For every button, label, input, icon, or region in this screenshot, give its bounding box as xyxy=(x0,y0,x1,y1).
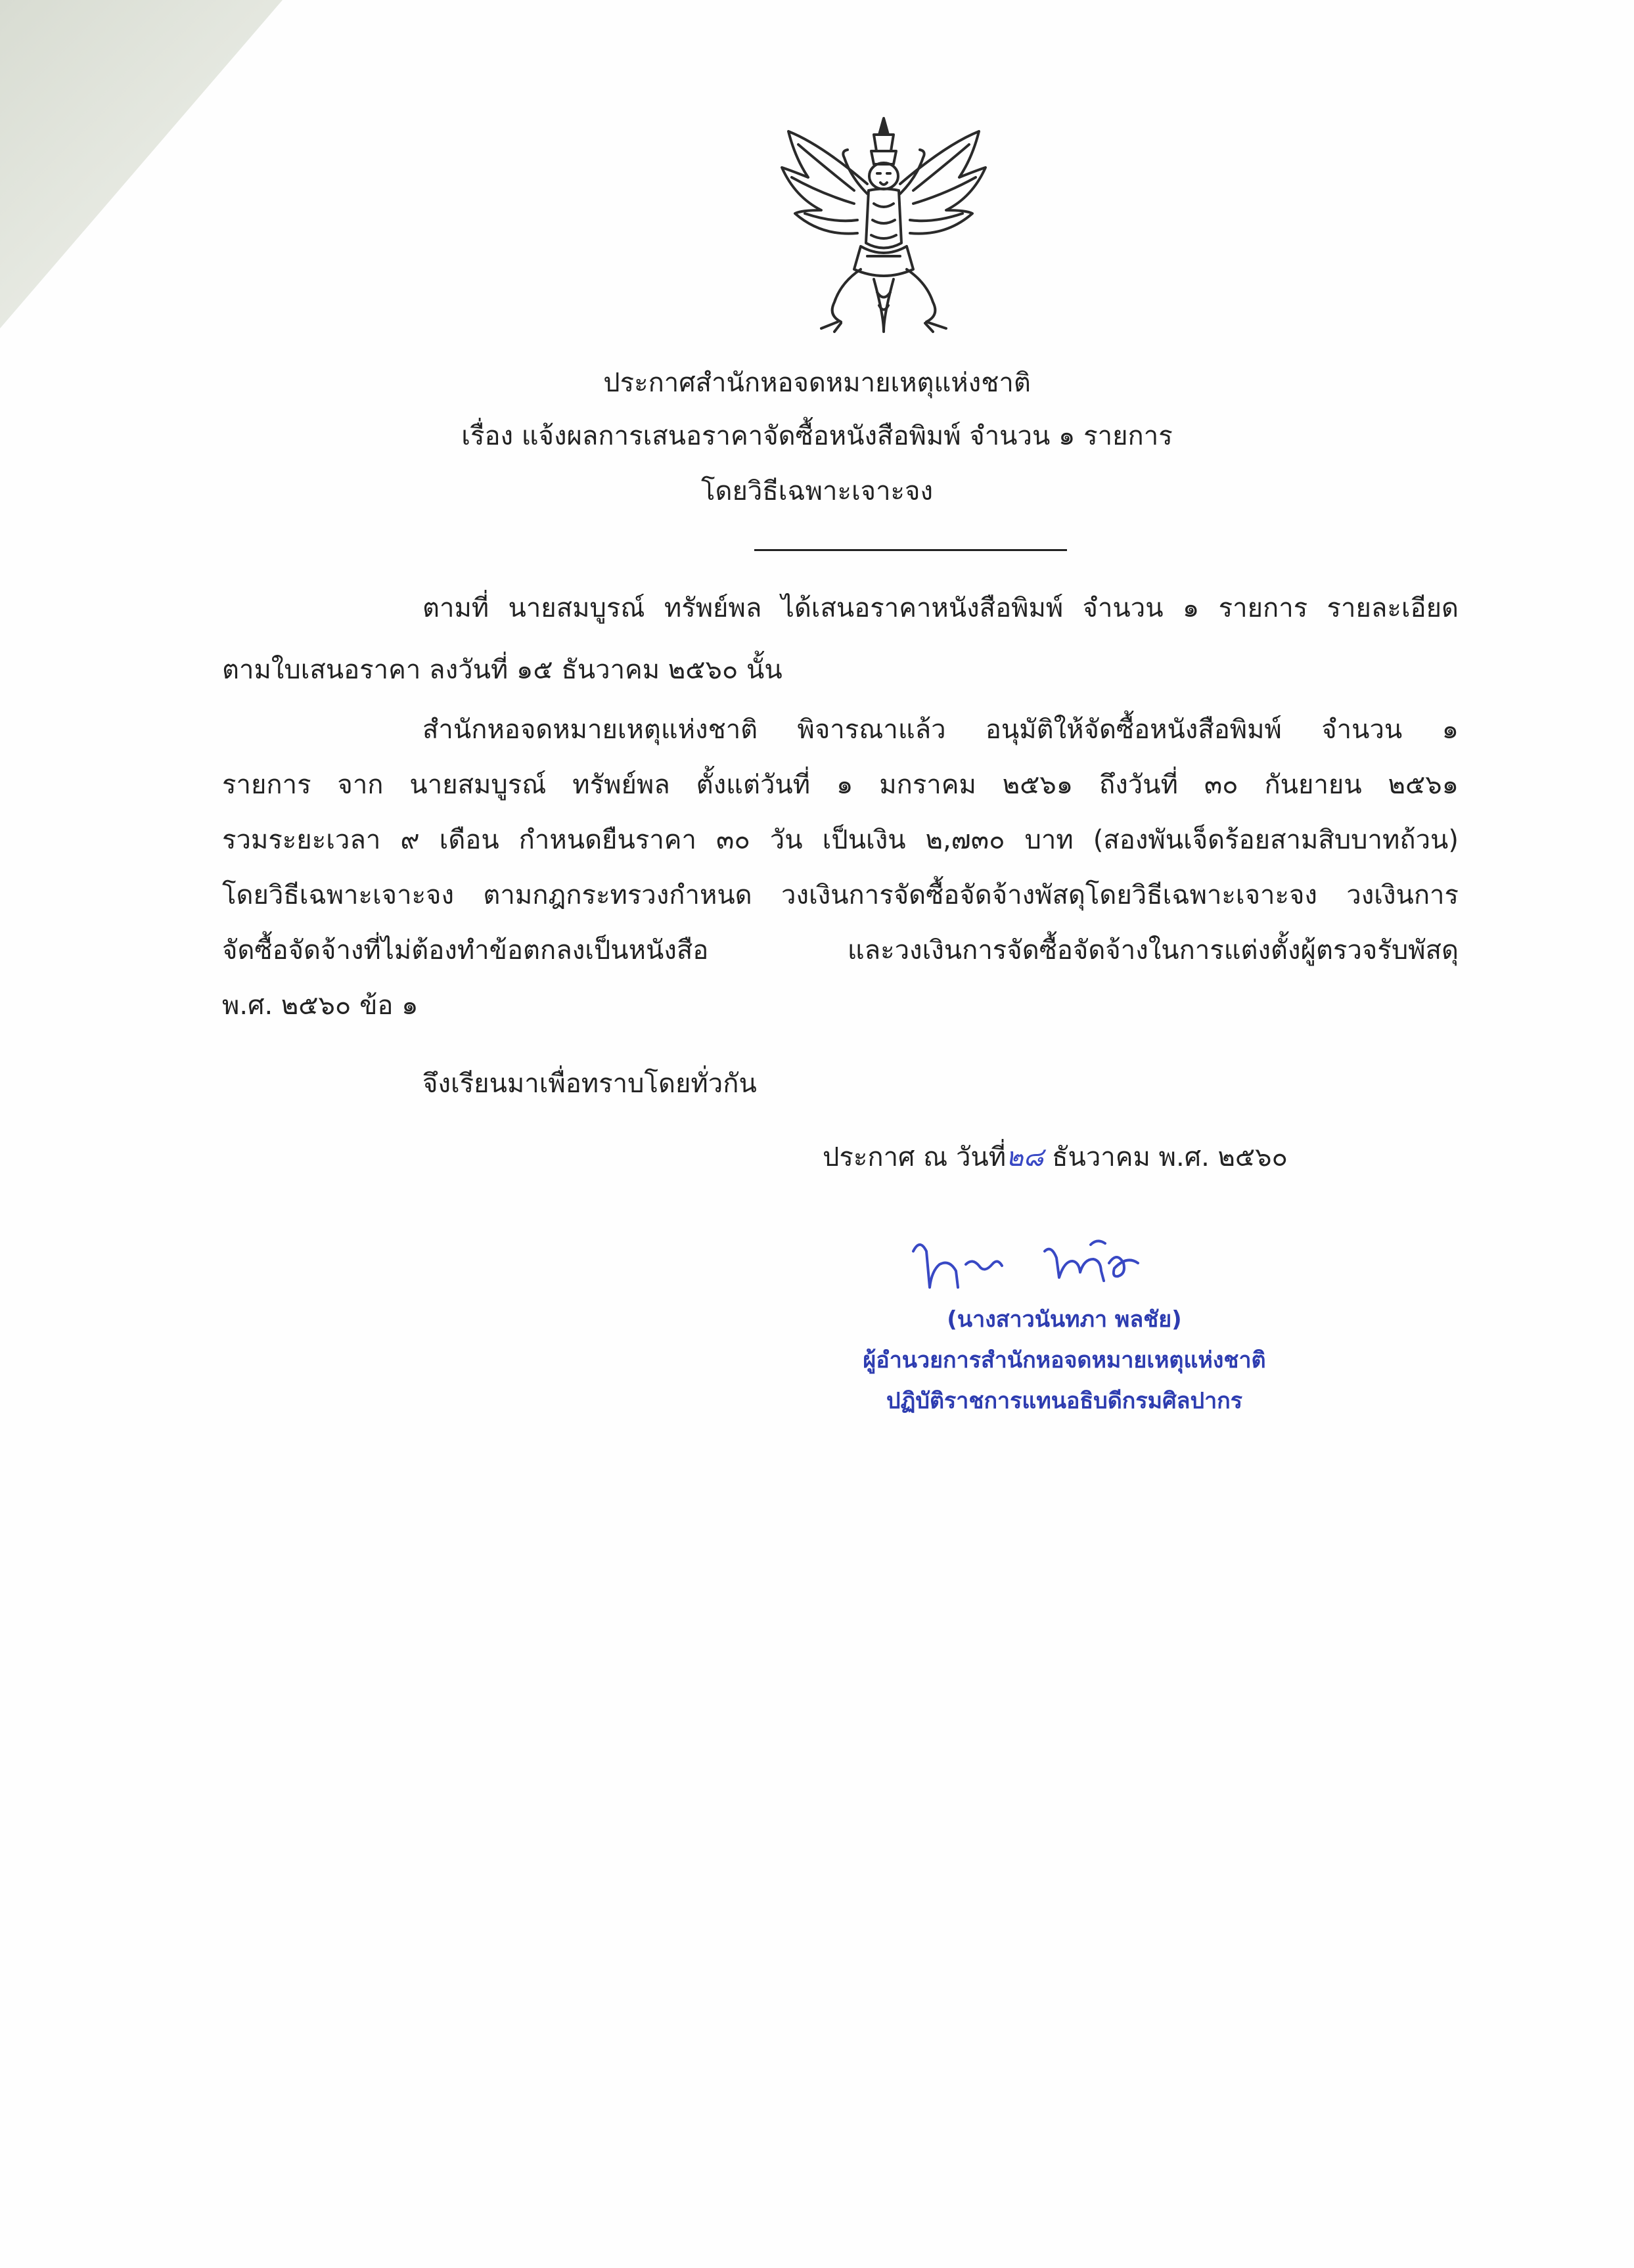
signer-acting-for: ปฏิบัติราชการแทนอธิบดีกรมศิลปากร xyxy=(886,1388,1243,1414)
signer-name: (นางสาวนันทภา พลชัย) xyxy=(947,1306,1182,1333)
signer-title: ผู้อำนวยการสำนักหอจดหมายเหตุแห่งชาติ xyxy=(863,1347,1266,1373)
closing-line: จึงเรียนมาเพื่อทราบโดยทั่วกัน xyxy=(422,1069,757,1099)
page-corner-shadow xyxy=(0,0,283,328)
announcement-heading: ประกาศสำนักหอจดหมายเหตุแห่งชาติ xyxy=(603,368,1031,398)
announcement-subject: เรื่อง แจ้งผลการเสนอราคาจัดซื้อหนังสือพิมพ์ จำนวน ๑ รายการ xyxy=(461,421,1173,451)
header-divider xyxy=(754,549,1067,551)
garuda-emblem-icon xyxy=(775,105,992,335)
announcement-method: โดยวิธีเฉพาะเจาะจง xyxy=(700,476,934,506)
announcement-date xyxy=(823,1139,1288,1176)
paragraph-1-line-2: ตามใบเสนอราคา ลงวันที่ ๑๕ ธันวาคม ๒๕๖๐ นั้น xyxy=(222,655,783,685)
date-day-handwritten: ๒๘ xyxy=(1006,1142,1044,1172)
date-suffix: ธันวาคม พ.ศ. ๒๕๖๐ xyxy=(1043,1142,1288,1172)
paragraph-2-line-5: จัดซื้อจัดจ้างที่ไม่ต้องทำข้อตกลงเป็นหนังสือ และวงเงินการจัดซื้อจัดจ้างในการแต่งตั้งผู้ตรวจรับพัสดุ xyxy=(222,935,1459,966)
paragraph-2-line-3: รวมระยะเวลา ๙ เดือน กำหนดยืนราคา ๓๐ วัน เป็นเงิน ๒,๗๓๐ บาท (สองพันเจ็ดร้อยสามสิบบาทถ้วน) xyxy=(222,825,1459,855)
paragraph-1-line-1: ตามที่ นายสมบูรณ์ ทรัพย์พล ได้เสนอราคาหนังสือพิมพ์ จำนวน ๑ รายการ รายละเอียด xyxy=(422,593,1459,623)
paragraph-2-line-1: สำนักหอจดหมายเหตุแห่งชาติ พิจารณาแล้ว อนุมัติให้จัดซื้อหนังสือพิมพ์ จำนวน ๑ xyxy=(422,715,1459,745)
handwritten-signature xyxy=(900,1225,1229,1304)
paragraph-2-line-4: โดยวิธีเฉพาะเจาะจง ตามกฎกระทรวงกำหนด วงเงินการจัดซื้อจัดจ้างพัสดุโดยวิธีเฉพาะเจาะจง วงเงินการ xyxy=(222,880,1459,910)
date-prefix: ประกาศ ณ วันที่ xyxy=(823,1142,1007,1172)
paragraph-2-line-6: พ.ศ. ๒๕๖๐ ข้อ ๑ xyxy=(222,990,419,1021)
paragraph-2-line-2: รายการ จาก นายสมบูรณ์ ทรัพย์พล ตั้งแต่วันที่ ๑ มกราคม ๒๕๖๑ ถึงวันที่ ๓๐ กันยายน ๒๕๖๑ xyxy=(222,770,1459,800)
